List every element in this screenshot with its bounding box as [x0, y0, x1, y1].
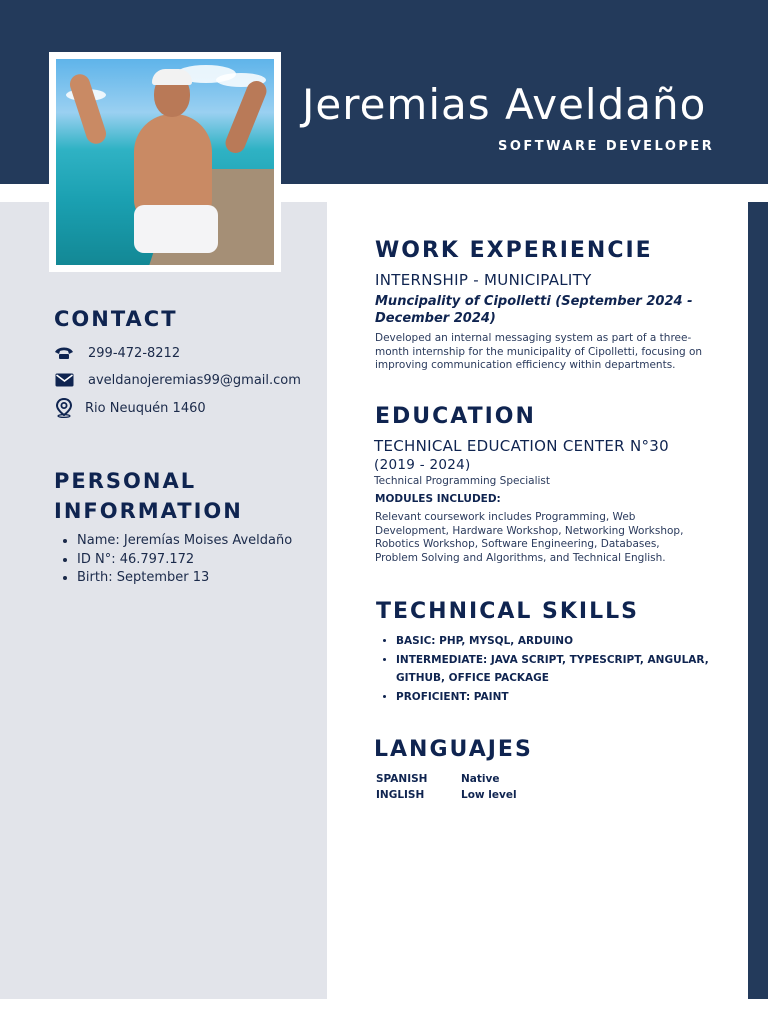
list-item: • Name: Jeremías Moises Aveldaño — [77, 532, 292, 551]
education-heading: EDUCATION — [375, 404, 536, 429]
work-position: INTERNSHIP - MUNICIPALITY — [375, 271, 592, 289]
list-item: • INTERMEDIATE: JAVA SCRIPT, TYPESCRIPT, ANGULAR, GITHUB, OFFICE PACKAGE — [396, 651, 716, 688]
language-name: INGLISH — [376, 789, 425, 801]
work-description: Developed an internal messaging system as part of a three-month internship for the municipality of Cipolletti, focusing on improving communication efficiency within departments. — [375, 332, 703, 371]
street-address: Rio Neuquén 1460 — [85, 400, 206, 416]
language-name: SPANISH — [376, 773, 428, 785]
list-item: • ID N°: 46.797.172 — [77, 551, 292, 570]
email-icon — [54, 372, 74, 388]
contact-address — [54, 400, 206, 416]
work-heading: WORK EXPERIENCIE — [375, 238, 653, 263]
language-level: Low level — [461, 789, 517, 801]
phone-icon — [54, 345, 74, 361]
skills-heading: TECHNICAL SKILLS — [376, 599, 639, 624]
table-row — [376, 787, 517, 803]
skills-list — [379, 632, 716, 706]
modules-text: Relevant coursework includes Programming, Web Development, Hardware Workshop, Networking Workshop, Robotics Workshop, Software Engineering, Databases, Problem Solving and Algorithms, and Technical English. — [375, 511, 684, 564]
right-accent-bar — [748, 202, 768, 999]
location-pin-icon — [54, 400, 74, 416]
candidate-name: Jeremias Aveldaño — [302, 80, 707, 129]
contact-email — [54, 372, 301, 388]
list-item: • Birth: September 13 — [77, 569, 292, 588]
email-address[interactable]: aveldanojeremias99@gmail.com — [88, 372, 301, 388]
list-item: • PROFICIENT: PAINT — [396, 688, 716, 707]
list-item: • BASIC: PHP, MYSQL, ARDUINO — [396, 632, 716, 651]
personal-info-list — [60, 532, 292, 588]
language-level: Native — [461, 773, 500, 785]
phone-number: 299-472-8212 — [88, 345, 181, 361]
languages-table — [376, 771, 517, 803]
profile-photo — [56, 59, 274, 265]
work-place: Muncipality of Cipolletti (September 2024 - December 2024) — [375, 294, 693, 326]
education-school: TECHNICAL EDUCATION CENTER N°30 — [374, 437, 669, 455]
contact-phone — [54, 345, 180, 361]
personal-heading — [54, 466, 243, 526]
profile-photo-frame — [49, 52, 281, 272]
personal-heading-line2: INFORMATION — [54, 499, 243, 523]
education-degree: Technical Programming Specialist — [374, 475, 550, 487]
personal-heading-line1: PERSONAL — [54, 469, 197, 493]
modules-label: MODULES INCLUDED: — [375, 493, 501, 505]
languages-heading: LANGUAJES — [374, 737, 533, 762]
job-title: SOFTWARE DEVELOPER — [498, 139, 715, 154]
table-row — [376, 771, 517, 787]
contact-heading: CONTACT — [54, 307, 178, 331]
education-years: (2019 - 2024) — [374, 457, 471, 473]
